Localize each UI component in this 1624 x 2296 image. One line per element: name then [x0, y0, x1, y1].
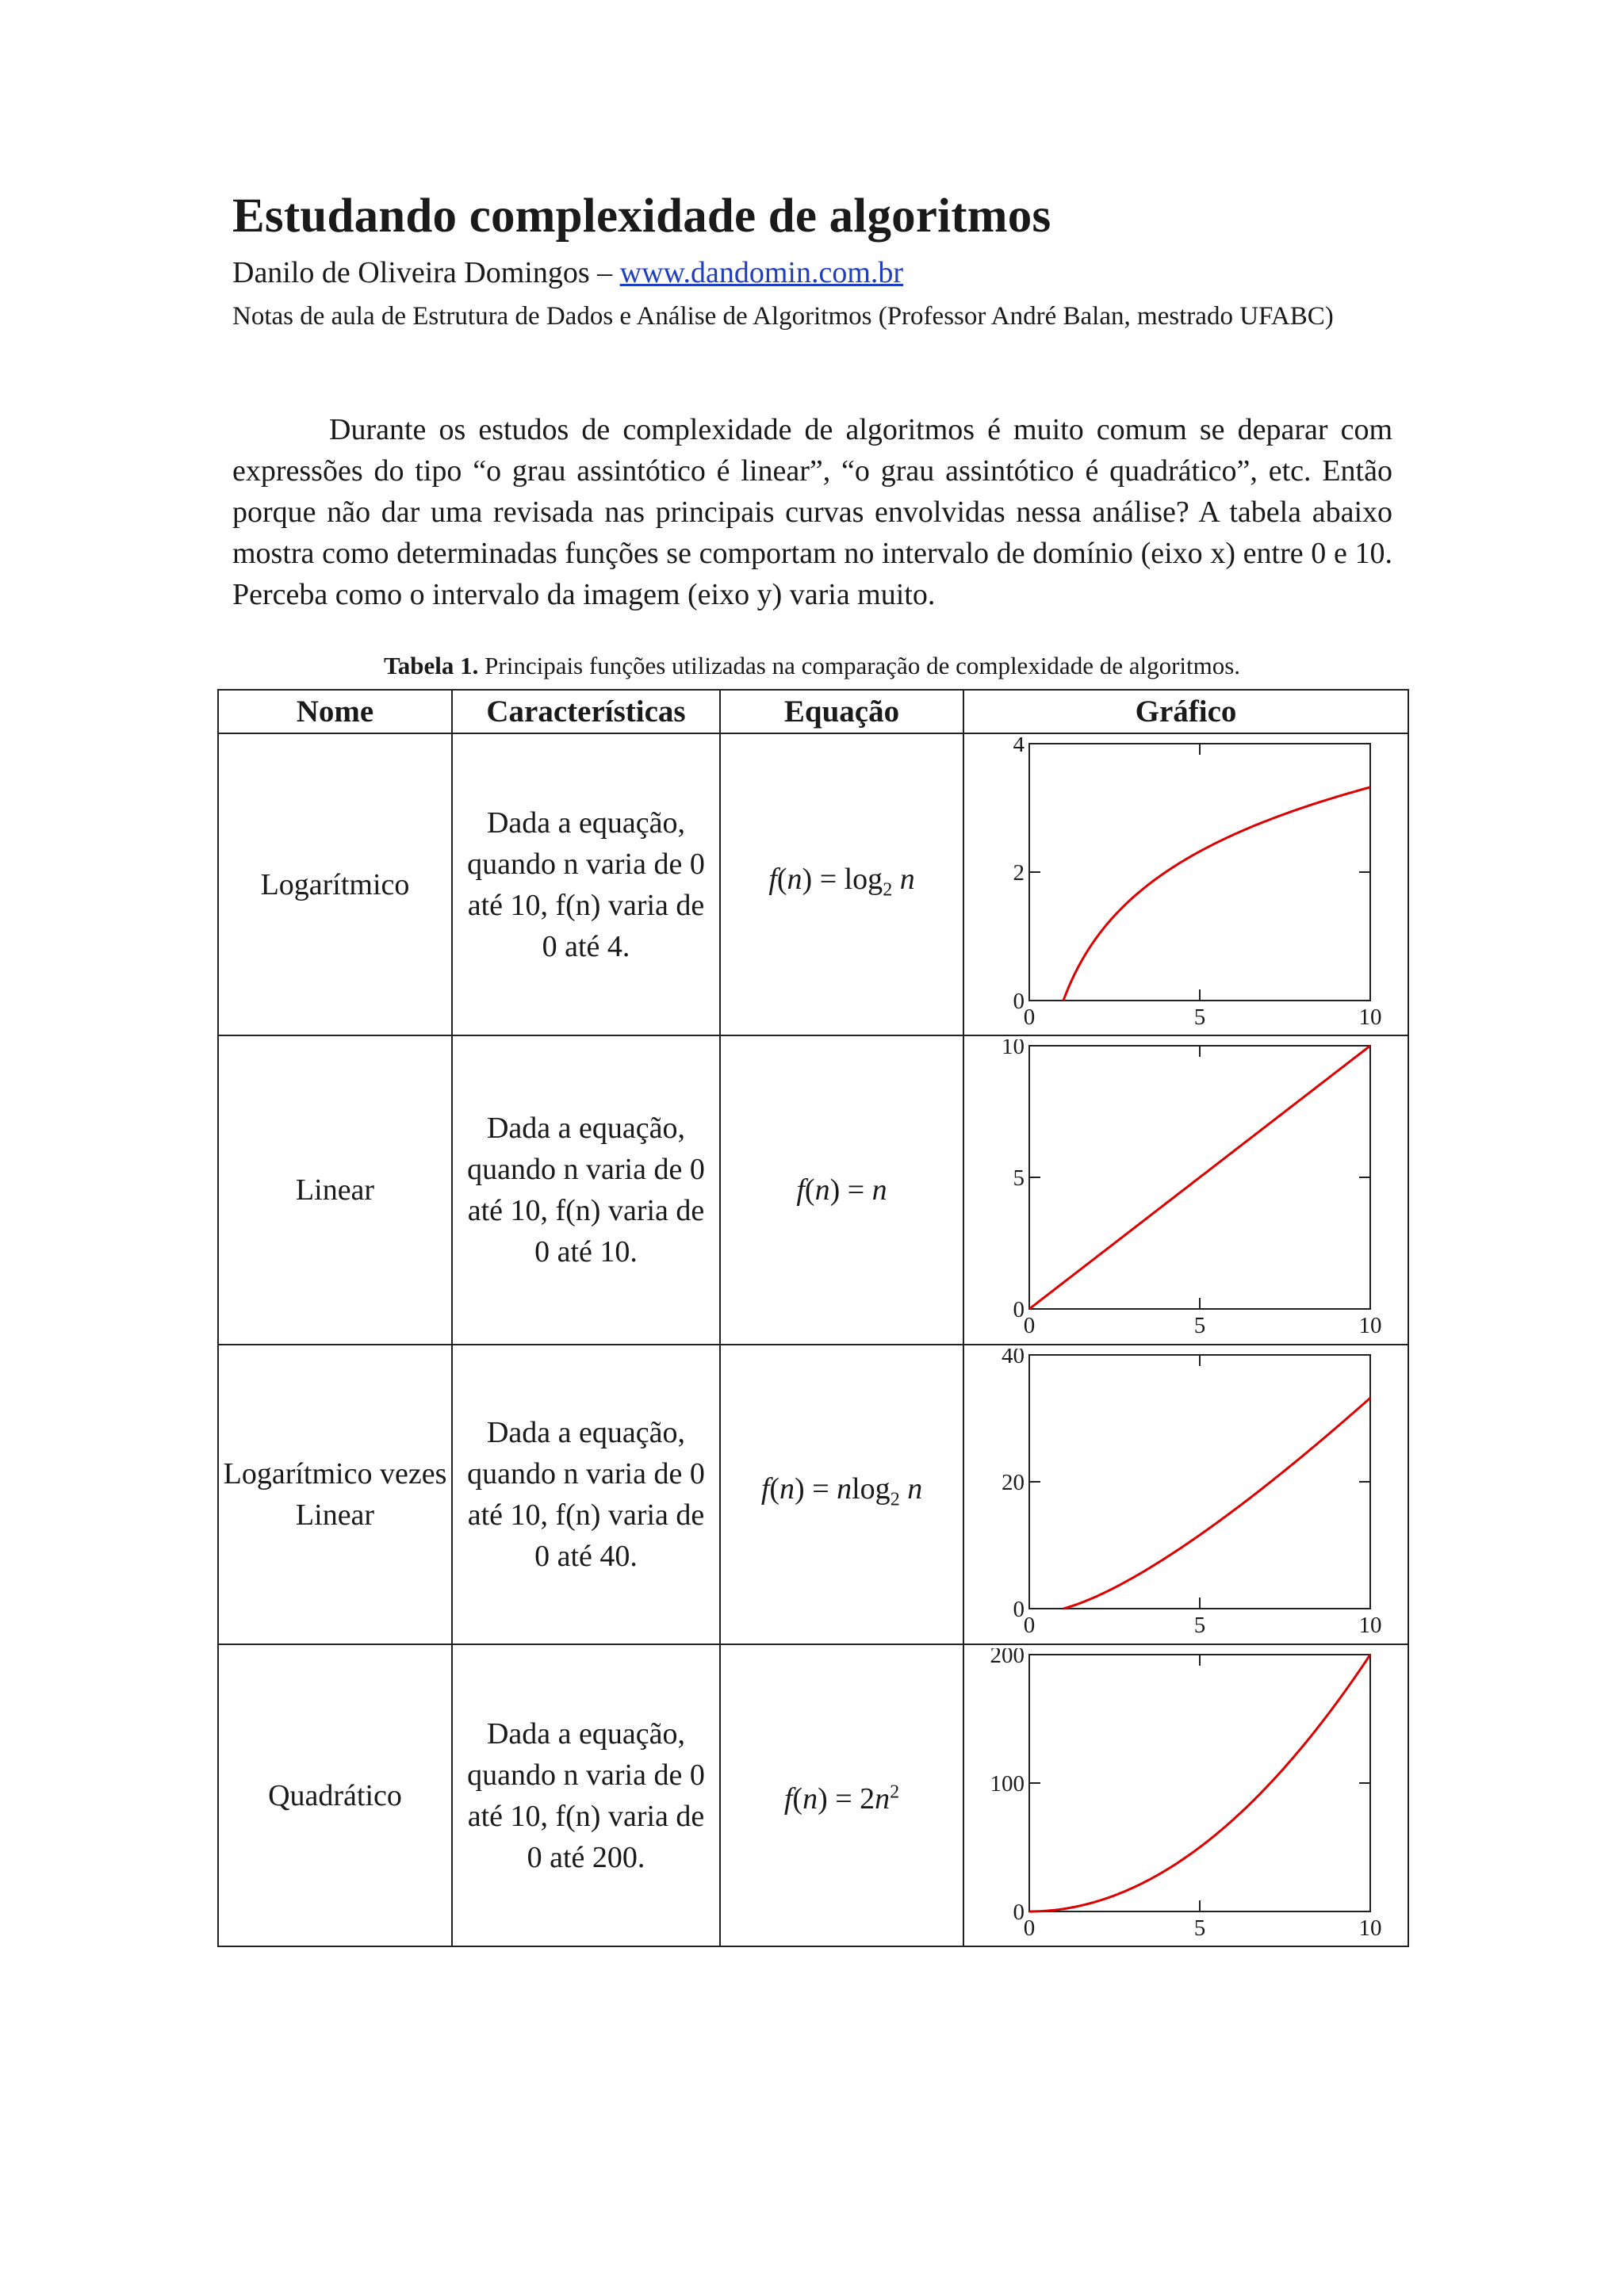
table-caption [0, 652, 1624, 680]
x-tick-label: 10 [1358, 1004, 1381, 1030]
row-equation [720, 1644, 963, 1946]
table-caption-text: Principais funções utilizadas na comparação de complexidade de algoritmos. [478, 652, 1241, 679]
series-line [1029, 1655, 1370, 1911]
row-graph [963, 1035, 1408, 1345]
table-row [218, 1345, 1408, 1644]
y-tick-label: 0 [1013, 1597, 1025, 1622]
x-tick-label: 5 [1193, 1004, 1205, 1030]
series-line [1029, 1046, 1370, 1309]
row-equation [720, 1035, 963, 1345]
table-row [218, 1035, 1408, 1345]
y-tick-label: 0 [1013, 1899, 1025, 1925]
x-tick-label: 0 [1023, 1313, 1035, 1338]
y-tick-label: 4 [1013, 737, 1025, 757]
document-title: Estudando complexidade de algoritmos [232, 189, 1051, 243]
row-description [452, 1035, 720, 1345]
row-equation [720, 733, 963, 1035]
series-line [1063, 1398, 1370, 1609]
equation-nlog: f(n) = nlog$_2$ n [760, 1472, 923, 1510]
header-equacao: Equação [720, 690, 963, 733]
author-website-link[interactable]: www.dandomin.com.br [619, 256, 904, 289]
author-line [232, 255, 903, 290]
log-chart [980, 737, 1392, 1032]
header-grafico: Gráfico [963, 690, 1408, 733]
y-tick-label: 0 [1013, 1297, 1025, 1322]
x-tick-label: 10 [1358, 1613, 1381, 1638]
equation-linear: f(n) = n [796, 1173, 887, 1207]
y-tick-label: 0 [1013, 988, 1025, 1014]
intro-paragraph: Durante os estudos de complexidade de algoritmos é muito comum se deparar com expressões do tipo “o grau assintótico é linear”, “o grau assintótico é quadrático”, etc. Então porque não dar uma revisada nas principais curvas envolvidas nessa análise? A tabela abaixo mostra como determinadas funções se comportam no intervalo de domínio (eixo x) entre 0 e 10. Perceba como o intervalo da imagem (eixo y) varia muito. [232, 413, 1392, 611]
row-graph [963, 733, 1408, 1035]
x-tick-label: 5 [1193, 1313, 1205, 1338]
y-tick-label: 40 [1001, 1349, 1025, 1368]
row-name: Logarítmico vezes Linear [218, 1345, 452, 1644]
row-description [452, 1345, 720, 1644]
header-nome: Nome [218, 690, 452, 733]
x-tick-label: 0 [1023, 1613, 1035, 1638]
row-equation [720, 1345, 963, 1644]
row-description [452, 1644, 720, 1946]
row-graph [963, 1644, 1408, 1946]
row-name: Logarítmico [218, 733, 452, 1035]
course-notes: Notas de aula de Estrutura de Dados e Análise de Algoritmos (Professor André Balan, mestrado UFABC) [232, 302, 1334, 331]
row-description-text: Dada a equação, quando n varia de 0 até 10, f(n) varia de 0 até 40. [467, 1416, 705, 1573]
nlog-chart [980, 1349, 1392, 1640]
table-caption-label: Tabela 1. [383, 652, 479, 679]
x-tick-label: 10 [1358, 1915, 1381, 1941]
y-tick-label: 100 [990, 1770, 1025, 1797]
y-tick-label: 20 [1001, 1470, 1025, 1495]
y-tick-label: 200 [990, 1647, 1025, 1668]
x-tick-label: 10 [1358, 1313, 1381, 1338]
row-name: Linear [218, 1035, 452, 1345]
author-name: Danilo de Oliveira Domingos – [232, 256, 620, 289]
row-description-text: Dada a equação, quando n varia de 0 até 10, f(n) varia de 0 até 10. [467, 1112, 705, 1269]
row-name: Quadrático [218, 1644, 452, 1946]
x-tick-label: 0 [1023, 1915, 1035, 1941]
plot-frame [1029, 1355, 1370, 1609]
row-description-text: Dada a equação, quando n varia de 0 até 10, f(n) varia de 0 até 4. [467, 806, 705, 963]
x-tick-label: 0 [1023, 1004, 1035, 1030]
header-caracteristicas: Características [452, 690, 720, 733]
functions-table [217, 689, 1409, 1947]
quadratic-chart [980, 1648, 1392, 1943]
series-line [1063, 786, 1370, 1000]
table-row [218, 733, 1408, 1035]
row-graph [963, 1345, 1408, 1644]
x-tick-label: 5 [1193, 1915, 1205, 1941]
table-row [218, 1644, 1408, 1946]
y-tick-label: 5 [1013, 1165, 1025, 1191]
y-tick-label: 2 [1013, 859, 1025, 886]
row-description [452, 733, 720, 1035]
table-header-row [218, 690, 1408, 733]
x-tick-label: 5 [1193, 1613, 1205, 1638]
y-tick-label: 10 [1001, 1039, 1025, 1059]
plot-frame [1029, 1655, 1370, 1911]
equation-log: $f(n) = \log_2 n$ [768, 862, 915, 901]
equation-quad: $f(n) = 2n^2$ [783, 1781, 900, 1816]
linear-chart [980, 1039, 1392, 1341]
row-description-text: Dada a equação, quando n varia de 0 até 10, f(n) varia de 0 até 200. [467, 1716, 705, 1874]
